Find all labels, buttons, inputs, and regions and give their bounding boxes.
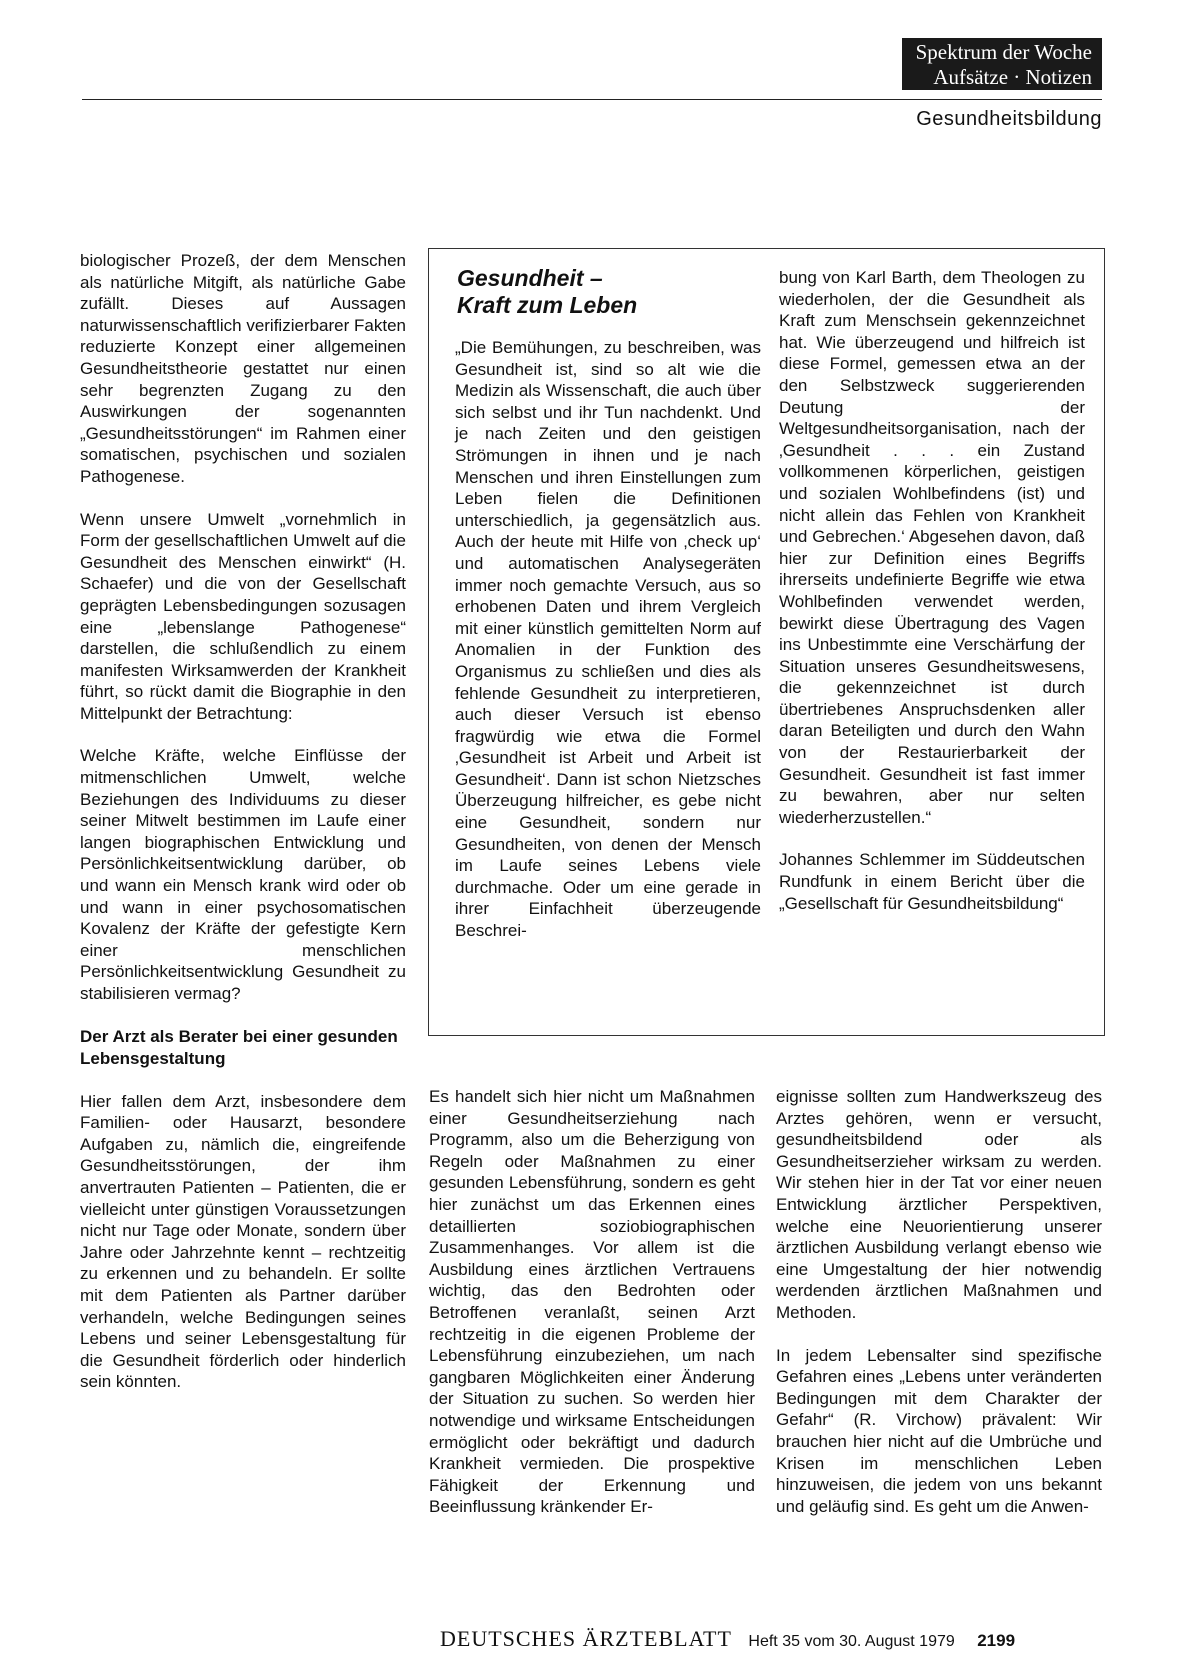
header-rule (82, 99, 1102, 100)
box-source: Johannes Schlemmer im Süddeutschen Rundfunk in einem Bericht über die „Gesellschaft für Gesundheitsbildung“ (779, 850, 1085, 913)
paragraph: Hier fallen dem Arzt, insbesondere dem Familien- oder Hausarzt, besondere Aufgaben zu, nämlich die, eingreifende Gesundheitsstörungen, der ihm anvertrauten Patienten – Patienten, die er vielleicht unter günstigen Voraussetzungen nicht nur Tage oder Monate, sondern über Jahre oder Jahrzehnte kennt – rechtzeitig zu erkennen und zu behandeln. Er sollte mit dem Patienten als Partner darüber verhandeln, welche Bedingungen seines Lebens und seiner Lebensgestaltung für die Gesundheit förderlich oder hinderlich sein könnten. (80, 1091, 406, 1392)
box-column-left (455, 337, 761, 963)
paragraph: Es handelt sich hier nicht um Maßnahmen einer Gesundheitserziehung nach Programm, also um die Beherzigung von Regeln oder Maßnahmen zu einer gesunden Lebensführung, sondern es geht hier zunächst um das Erkennen eines detaillierten soziobiographischen Zusammenhanges. Vor allem ist die Ausbildung eines ärztlichen Vertrauens wichtig, das den Bedrohten oder Betroffenen veranlaßt, seinen Arzt rechtzeitig in die eigenen Probleme der Lebensführung einzubeziehen, um nach gangbaren Möglichkeiten einer Änderung der Situation zu suchen. So werden hier notwendige und wirksame Entscheidungen ermöglicht oder bekräftigt und dadurch Krankheit vermieden. Die prospektive Fähigkeit der Erkennung und Beeinflussung kränkender Er- (429, 1087, 755, 1517)
badge-line-1: Spektrum der Woche (915, 40, 1092, 64)
paragraph: biologischer Prozeß, der dem Menschen als natürliche Mitgift, als natürliche Gabe zufällt. Dieses auf Aussagen naturwissenschaftlich verifizierbarer Fakten reduzierte Konzept einer allgemeinen Gesundheitstheorie gestattet nur einen sehr begrenzten Zugang zu den Auswirkungen der sogenannten „Gesundheitsstörungen“ im Rahmen einer somatischen, psychischen und sozialen Pathogenese. (80, 251, 406, 486)
paragraph: eignisse sollten zum Handwerkszeug des Arztes gehören, wenn er versucht, gesundheitsbildend oder als Gesundheitserzieher wirksam zu werden. Wir stehen hier in der Tat vor einer neuen Entwicklung ärztlicher Perspektiven, welche eine Neuorientierung unserer ärztlichen Ausbildung verlangt ebenso wie eine Umgestaltung der hier notwendig werdenden ärztlichen Maßnahmen und Methoden. (776, 1087, 1102, 1322)
column-middle (429, 1086, 755, 1518)
section-badge (902, 38, 1102, 90)
page-number: 2199 (977, 1631, 1016, 1650)
journal-name: DEUTSCHES ÄRZTEBLATT (440, 1626, 732, 1651)
issue-info: Heft 35 vom 30. August 1979 (748, 1633, 955, 1650)
section-title: Gesundheitsbildung (916, 108, 1102, 130)
sidebar-box (428, 248, 1105, 1036)
badge-line-2: Aufsätze · Notizen (933, 65, 1092, 89)
box-paragraph: bung von Karl Barth, dem Theologen zu wiederholen, der die Gesundheit als Kraft zum Menschsein gekennzeichnet hat. Wie überzeugend und hilfreich ist diese Formel, gemessen etwa an der den Selbstzweck suggerierenden Deutung der Weltgesundheitsorganisation, nach der ‚Gesundheit . . . ein Zustand vollkommenen körperlichen, geistigen und sozialen Wohlbefindens (ist) und nicht allein das Fehlen von Krankheit und Gebrechen.‘ Abgesehen davon, daß hier zur Definition eines Begriffs ihrerseits undefinierte Begriffe wie etwa Wohlbefinden verwendet werden, bewirkt diese Übertragung des Vagen ins Unbestimmte eine Verschärfung der Situation unseres Gesundheitswesens, die gekennzeichnet ist durch übertriebenes Anspruchsdenken aller daran Beteiligten und durch den Wahn von der Restaurierbarkeit der Gesundheit. Gesundheit ist fast immer zu bewahren, aber nur selten wiederherzustellen.“ (779, 268, 1085, 827)
paragraph: Welche Kräfte, welche Einflüsse der mitmenschlichen Umwelt, welche Beziehungen des Individuums zu dieser seiner Mitwelt bestimmen im Laufe einer langen biographischen Entwicklung und Persönlichkeitsentwicklung darüber, ob und wann ein Mensch krank wird oder ob und wann in einer psychosomatischen Kovalenz der Kräfte der gefestigte Kern einer menschlichen Persönlichkeitsentwicklung Gesundheit zu stabilisieren vermag? (80, 746, 406, 1003)
column-left (80, 250, 406, 1393)
box-paragraph: „Die Bemühungen, zu beschreiben, was Gesundheit ist, sind so alt wie die Medizin als Wissenschaft, die auch über sich selbst und ihr Tun nachdenkt. Und je nach Zeiten und den geistigen Strömungen in ihnen und je nach Menschen und ihren Einstellungen zum Leben fielen die Definitionen unterschiedlich, ja gegensätzlich aus. Auch der heute mit Hilfe von ‚check up‘ und automatischen Analysegeräten immer noch gemachte Versuch, aus so erhobenen Daten und ihrem Vergleich mit einer künstlich gemittelten Norm auf Anomalien in der Funktion des Organismus zu schließen und dies als fehlende Gesundheit zu interpretieren, auch dieser Versuch ist ebenso fragwürdig wie etwa die Formel ‚Gesundheit ist Arbeit und Arbeit ist Gesundheit‘. Dann ist schon Nietzsches Überzeugung hilfreicher, es gebe nicht eine Gesundheit, sondern nur Gesundheiten, von denen der Mensch im Laufe seines Lebens viele durchmache. Oder um eine gerade in ihrer Einfachheit überzeugende Beschrei- (455, 338, 761, 941)
box-title-line-2: Kraft zum Leben (457, 292, 638, 318)
paragraph: Wenn unsere Umwelt „vornehmlich in Form der gesellschaftlichen Umwelt auf die Gesundheit des Menschen einwirkt“ (H. Schaefer) und die von der Gesellschaft geprägten Lebensbedingungen sozusagen eine „lebenslange Pathogenese“ darstellen, die schlußendlich zu einem manifesten Wirksamwerden der Krankheit führt, so rückt damit die Biographie in den Mittelpunkt der Betrachtung: (80, 509, 406, 723)
box-column-right (779, 267, 1085, 935)
page-footer (440, 1626, 1104, 1656)
box-title-line-1: Gesundheit – (457, 265, 603, 291)
column-right (776, 1086, 1102, 1517)
subheading: Der Arzt als Berater bei einer gesunden Lebensgestaltung (80, 1026, 398, 1068)
paragraph: In jedem Lebensalter sind spezifische Gefahren eines „Lebens unter veränderten Bedingungen mit dem Charakter der Gefahr“ (R. Virchow) prävalent: Wir brauchen hier nicht auf die Umbrüche und Krisen im menschlichen Leben hinzuweisen, die jedem von uns bekannt und geläufig sind. Es geht um die Anwen- (776, 1345, 1102, 1516)
box-title (457, 265, 637, 319)
